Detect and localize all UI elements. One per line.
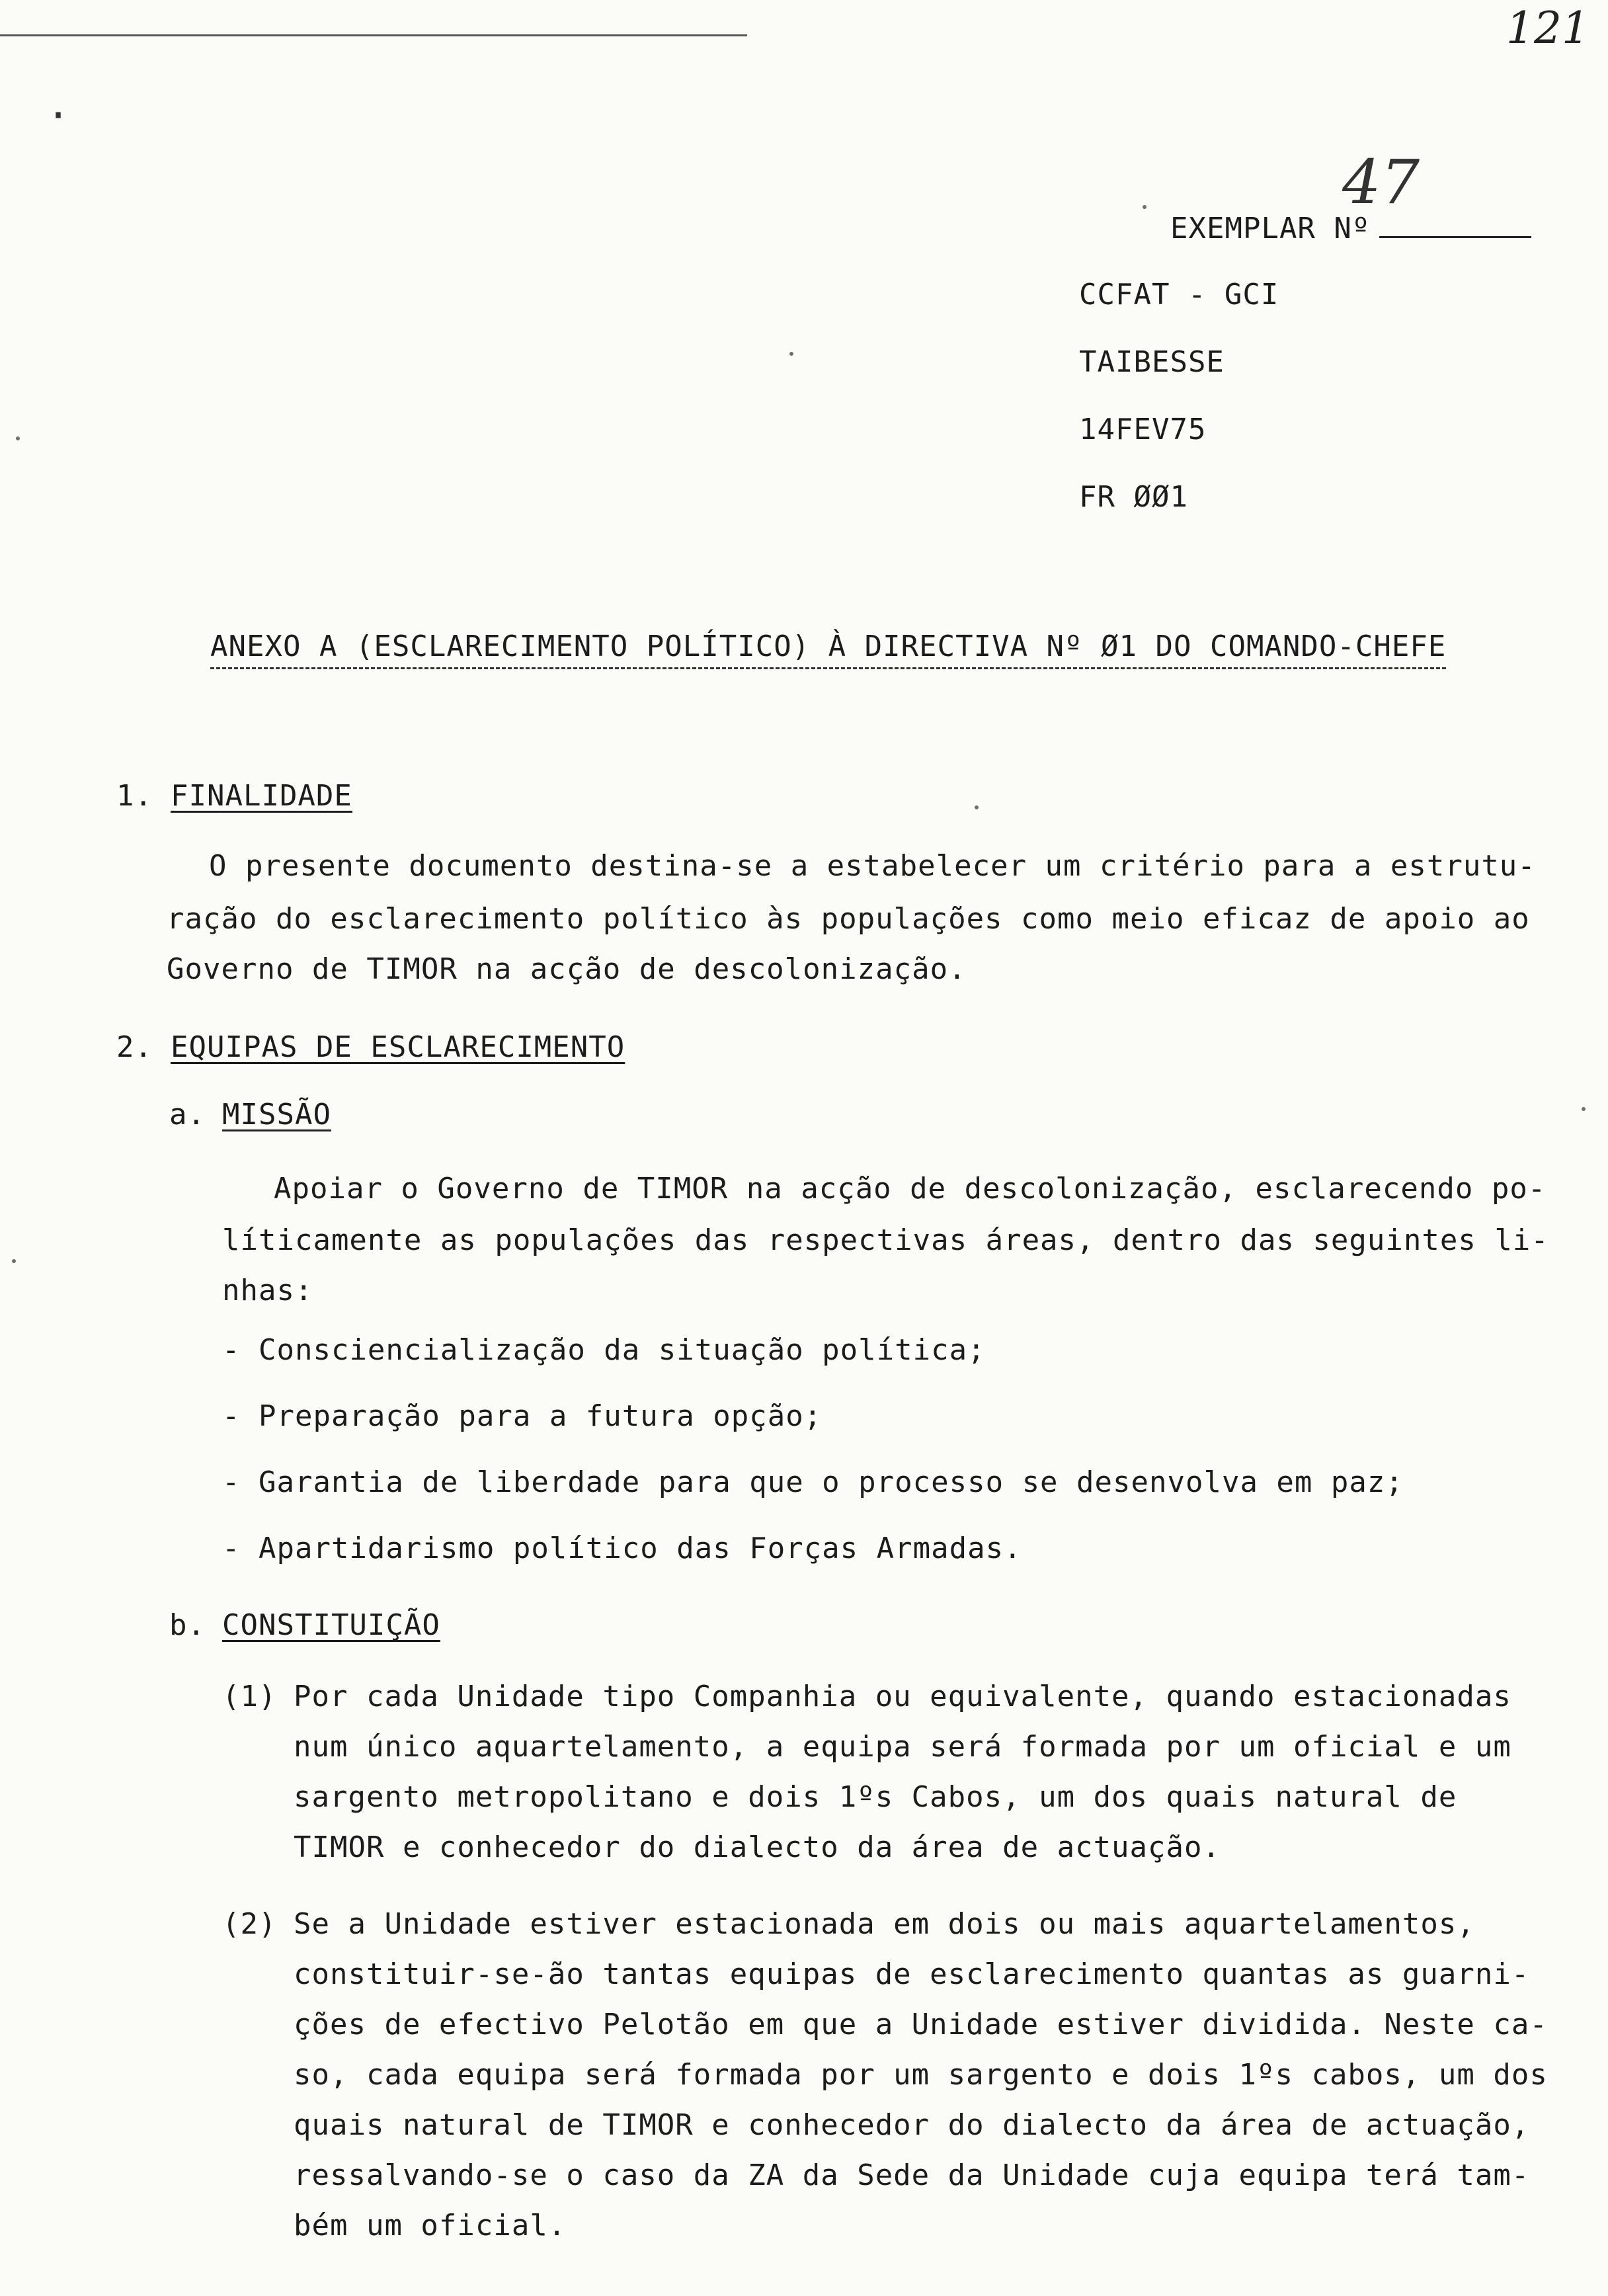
- subsection-b-label: b.: [169, 1608, 206, 1642]
- s1-line-1: O presente documento destina-se a estabelecer um critério para a estrutu-: [209, 849, 1536, 883]
- bullet-4: - Apartidarismo político das Forças Armadas.: [222, 1532, 1022, 1565]
- p1-line-1: Por cada Unidade tipo Companhia ou equivalente, quando estacionadas: [294, 1680, 1511, 1713]
- header-unit: CCFAT - GCI: [1079, 278, 1279, 311]
- s1-line-3: Governo de TIMOR na acção de descolonização.: [167, 952, 967, 986]
- margin-mark: ·: [46, 93, 71, 139]
- p1-line-3: sargento metropolitano e dois 1ºs Cabos, um dos quais natural de: [294, 1780, 1457, 1814]
- header-date: 14FEV75: [1079, 413, 1207, 446]
- bullet-2: - Preparação para a futura opção;: [222, 1399, 823, 1433]
- p2-line-2: constituir-se-ão tantas equipas de esclarecimento quantas as guarni-: [294, 1957, 1530, 1991]
- bullet-3: - Garantia de liberdade para que o processo se desenvolva em paz;: [222, 1465, 1404, 1499]
- section-2-number: 2.: [116, 1030, 153, 1064]
- top-rule: [0, 34, 747, 36]
- sa-line-3: nhas:: [222, 1274, 313, 1307]
- speck: [16, 436, 20, 440]
- exemplar-label: EXEMPLAR Nº: [1170, 212, 1371, 245]
- p2-line-3: ções de efectivo Pelotão em que a Unidade estiver dividida. Neste ca-: [294, 2008, 1548, 2041]
- bullet-1: - Consciencialização da situação política;: [222, 1333, 986, 1367]
- item-1-number: (1): [222, 1680, 277, 1713]
- subsection-b-heading: CONSTITUIÇÃO: [222, 1608, 440, 1642]
- section-1-heading: FINALIDADE: [171, 779, 352, 813]
- p2-line-1: Se a Unidade estiver estacionada em dois ou mais aquartelamentos,: [294, 1907, 1475, 1941]
- section-1-number: 1.: [116, 779, 153, 813]
- document-title: ANEXO A (ESCLARECIMENTO POLÍTICO) À DIRECTIVA Nº Ø1 DO COMANDO-CHEFE: [210, 630, 1446, 669]
- s1-line-2: ração do esclarecimento político às populações como meio eficaz de apoio ao: [167, 902, 1530, 936]
- p1-line-4: TIMOR e conhecedor do dialecto da área de actuação.: [294, 1830, 1221, 1864]
- exemplar-blank: [1379, 229, 1531, 238]
- p2-line-6: ressalvando-se o caso da ZA da Sede da Unidade cuja equipa terá tam-: [294, 2158, 1530, 2192]
- speck: [1582, 1107, 1586, 1111]
- item-2-number: (2): [222, 1907, 277, 1941]
- subsection-a-heading: MISSÃO: [222, 1098, 331, 1131]
- subsection-a-label: a.: [169, 1098, 206, 1131]
- p2-line-5: quais natural de TIMOR e conhecedor do dialecto da área de actuação,: [294, 2108, 1530, 2142]
- header-ref: FR ØØ1: [1079, 480, 1188, 514]
- sa-line-1: Apoiar o Governo de TIMOR na acção de descolonização, esclarecendo po-: [274, 1172, 1547, 1206]
- exemplar-handwritten-number: 47: [1342, 147, 1420, 218]
- p2-line-4: so, cada equipa será formada por um sargento e dois 1ºs cabos, um dos: [294, 2058, 1548, 2092]
- section-2-heading: EQUIPAS DE ESCLARECIMENTO: [171, 1030, 625, 1064]
- speck: [12, 1259, 16, 1263]
- speck: [975, 805, 979, 809]
- header-place: TAIBESSE: [1079, 345, 1225, 379]
- handwritten-page-number: 121: [1506, 3, 1589, 54]
- speck: [1143, 205, 1146, 209]
- sa-line-2: líticamente as populações das respectivas áreas, dentro das seguintes li-: [222, 1223, 1549, 1257]
- p1-line-2: num único aquartelamento, a equipa será formada por um oficial e um: [294, 1730, 1511, 1764]
- speck: [789, 352, 793, 356]
- p2-line-7: bém um oficial.: [294, 2209, 567, 2242]
